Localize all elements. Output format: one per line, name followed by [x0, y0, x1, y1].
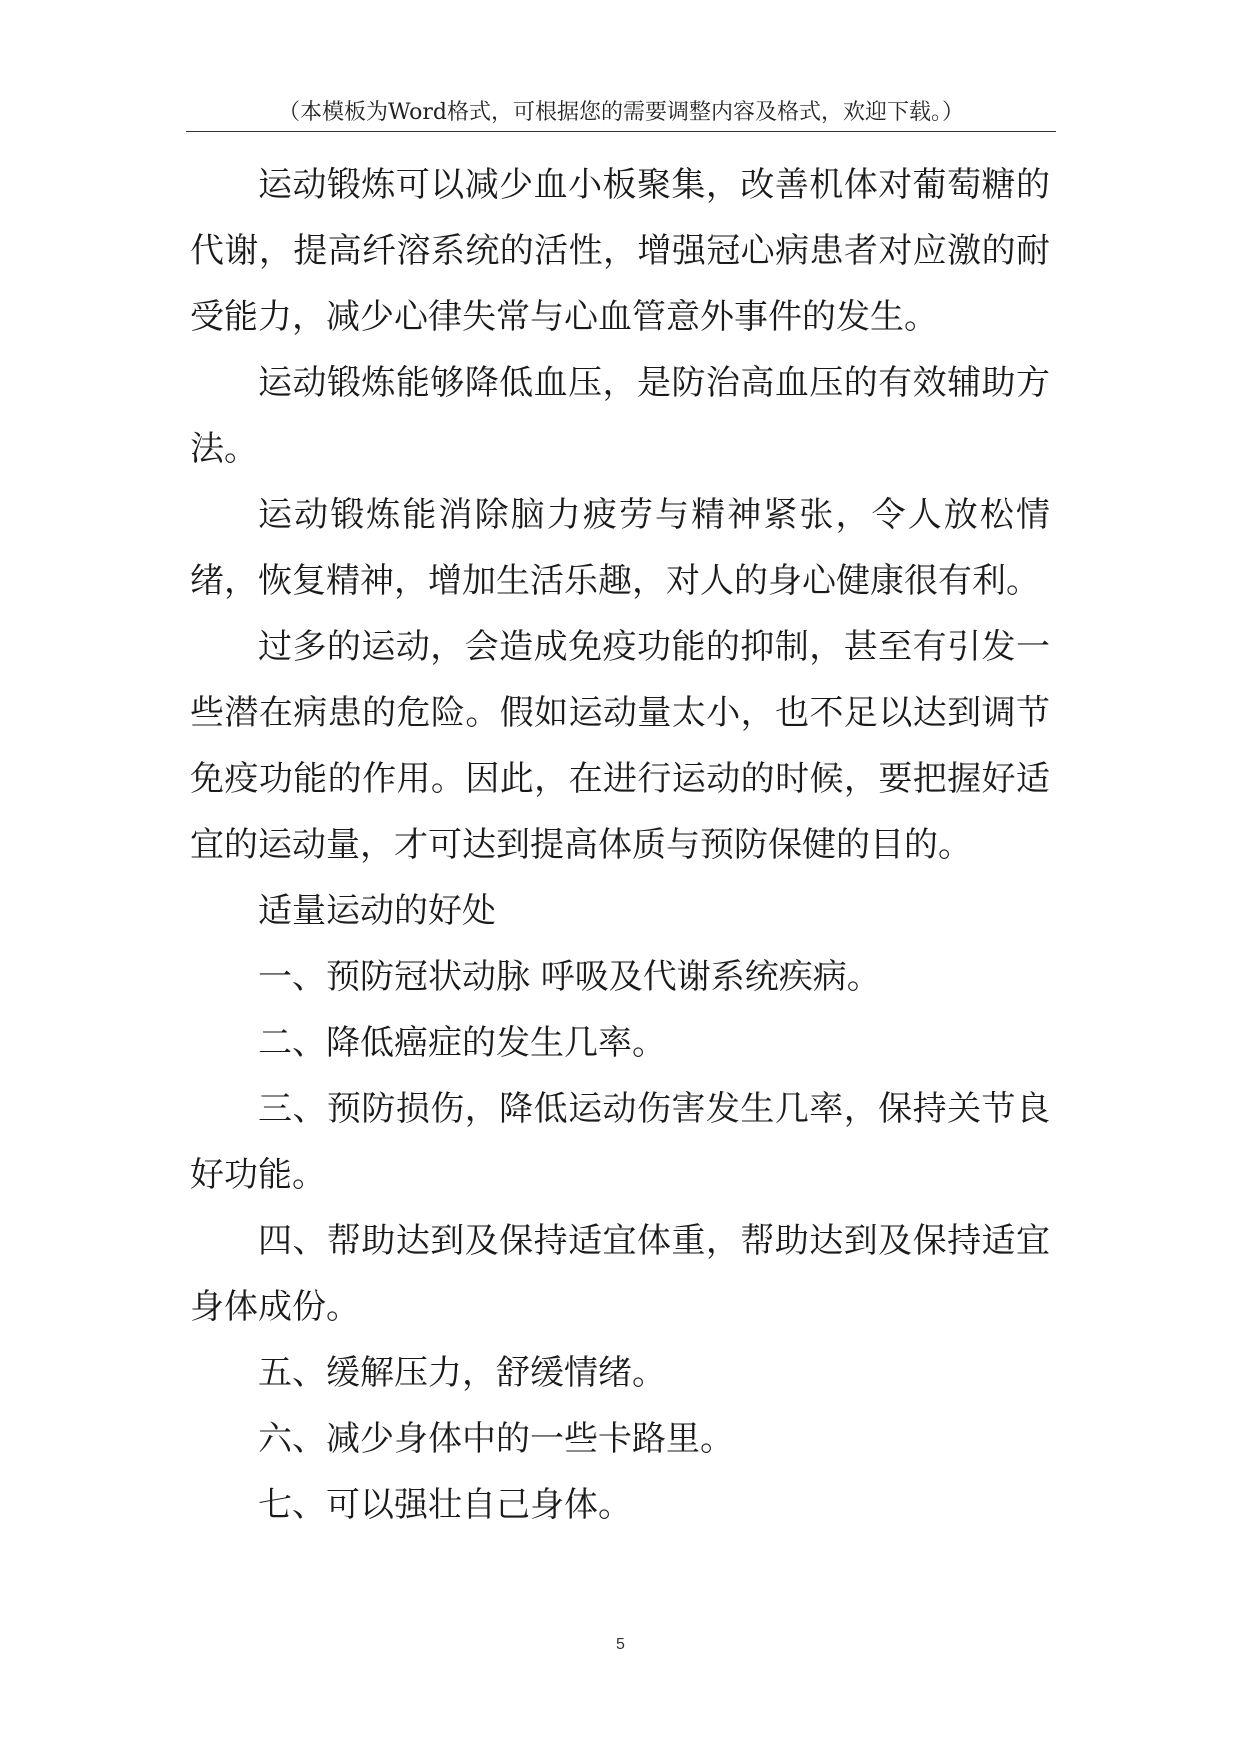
- paragraph: 运动锻炼能够降低血压，是防治高血压的有效辅助方法。: [190, 363, 1050, 469]
- page-number: 5: [616, 1636, 625, 1653]
- list-item: 四、帮助达到及保持适宜体重，帮助达到及保持适宜身体成份。: [190, 1221, 1050, 1327]
- list-item: 一、预防冠状动脉 呼吸及代谢系统疾病。: [258, 957, 881, 997]
- paragraph: 过多的运动，会造成免疫功能的抑制，甚至有引发一些潜在病患的危险。假如运动量太小，也不足以达到调节免疫功能的作用。因此，在进行运动的时候，要把握好适宜的运动量，才可达到提高体质与预防保健的目的。: [190, 627, 1050, 865]
- list-item: 六、减少身体中的一些卡路里。: [258, 1419, 734, 1459]
- page-header: （本模板为Word格式，可根据您的需要调整内容及格式，欢迎下载。）: [278, 100, 964, 125]
- section-heading: 适量运动的好处: [258, 891, 496, 931]
- list-item: 二、降低癌症的发生几率。: [258, 1023, 666, 1063]
- list-item: 三、预防损伤，降低运动伤害发生几率，保持关节良好功能。: [190, 1089, 1050, 1195]
- paragraph: 运动锻炼可以减少血小板聚集，改善机体对葡萄糖的代谢，提高纤溶系统的活性，增强冠心病患者对应激的耐受能力，减少心律失常与心血管意外事件的发生。: [190, 165, 1050, 337]
- paragraph: 运动锻炼能消除脑力疲劳与精神紧张，令人放松情绪，恢复精神，增加生活乐趣，对人的身心健康很有利。: [190, 495, 1050, 601]
- header-divider: [186, 131, 1056, 132]
- document-body: [190, 152, 1050, 1538]
- list-item: 七、可以强壮自己身体。: [258, 1485, 632, 1525]
- list-item: 五、缓解压力，舒缓情绪。: [258, 1353, 666, 1393]
